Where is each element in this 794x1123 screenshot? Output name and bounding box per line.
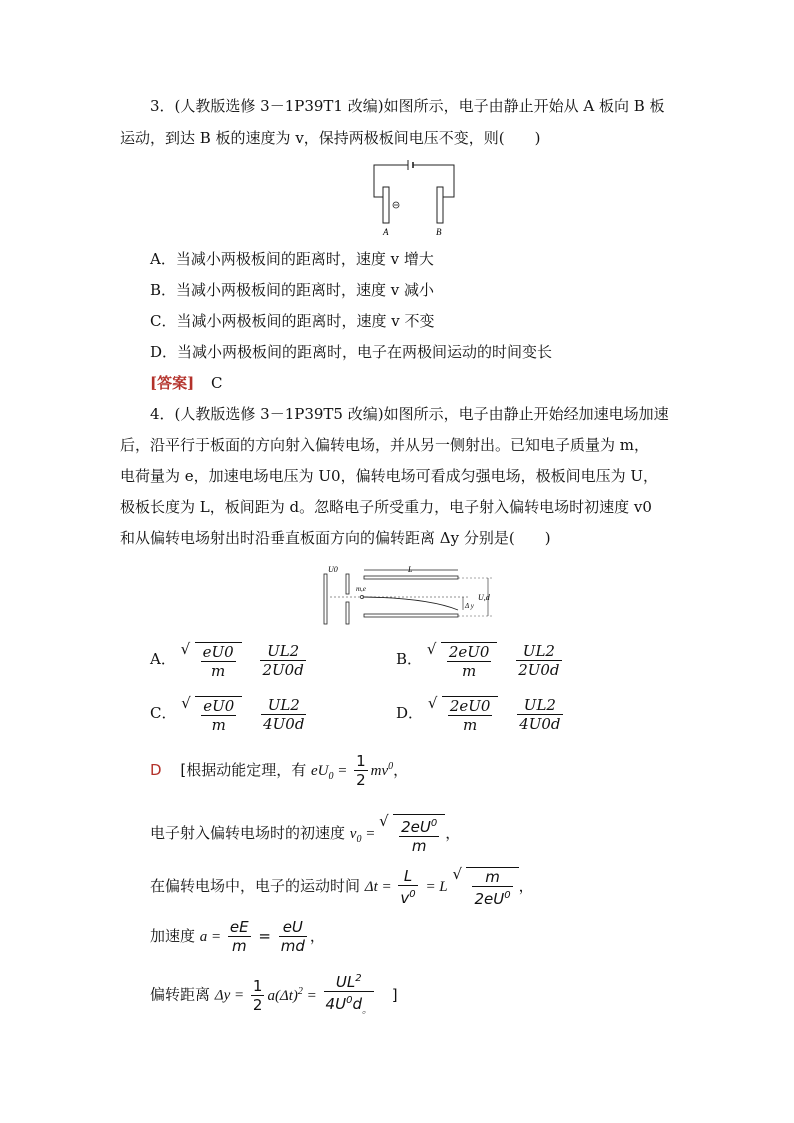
q3-answer (150, 372, 222, 394)
q3-option-c: C．当减小两极板间的距离时，速度 v 不变 (150, 312, 435, 330)
l-label: L (408, 565, 413, 574)
ud-label: U,d (478, 593, 490, 602)
q4-stem-line-5: 和从偏转电场射出时沿垂直板面方向的偏转距离 Δy 分别是( ) (120, 529, 551, 547)
q4-option-a: A． √ $\frac{eU0}{m}$ $\frac{UL2}{2U0d}$ (150, 640, 304, 680)
solution-step-3: 在偏转电场中，电子的运动时间 Δt = $\frac{L}{v^0}$ = L √ $\frac{m}{2eU^0}$ ， (150, 865, 534, 908)
plate-a-label: A (383, 227, 389, 237)
solution-step-4: 加速度 a = $\frac{eE}{m}$ = $\frac{eU}{md}$ ， (150, 918, 325, 955)
solution-step-2: 电子射入偏转电场时的初速度 $v_0$ = √ $\frac{2eU^0}{m}$ ， (150, 812, 461, 855)
q4-option-c: C． √ $\frac{eU0}{m}$ $\frac{UL2}{4U0d}$ (150, 694, 305, 734)
q4-deflection-figure (318, 562, 508, 628)
q4-stem-line-3: 电荷量为 e，加速电场电压为 U0，偏转电场可看成匀强电场，极板间电压为 U， (120, 467, 659, 485)
q4-option-b: B． √ $\frac{2eU0}{m}$ $\frac{UL2}{2U0d}$ (396, 640, 560, 680)
q4-stem-line-4: 极板长度为 L，板间距为 d。忽略电子所受重力，电子射入偏转电场时初速度 v0 (120, 498, 652, 516)
q3-option-d: D．当减小两极板间的距离时，电子在两极间运动的时间变长 (150, 343, 553, 361)
q4-stem-line-1: 4．(人教版选修 3－1P39T5 改编)如图所示，电子由静止开始经加速电场加速 (150, 405, 669, 423)
u0-label: U0 (328, 565, 338, 574)
q4-stem-line-2: 后，沿平行于板面的方向射入偏转电场，并从另一侧射出。已知电子质量为 m， (120, 436, 649, 454)
solution-step-5: 偏转距离 Δy = $\frac{1}{2}$ $a(\Delta t)^2$ = $\frac{UL^2}{4U^0d_。}$ ] (150, 970, 398, 1020)
q4-option-d: D． √ $\frac{2eU0}{m}$ $\frac{UL2}{4U0d}$ (396, 694, 561, 734)
q3-stem-line-2: 运动，到达 B 板的速度为 v，保持两极板间电压不变，则( ) (120, 129, 541, 147)
solution-step-1: D [根据动能定理，有 $eU_0$ = $\frac{1}{2}$ $mv^0$， (150, 752, 409, 789)
q3-capacitor-figure (368, 157, 468, 237)
q3-option-b: B．当减小两极板间的距离时，速度 v 减小 (150, 281, 435, 299)
solution-letter: D (150, 761, 162, 779)
plate-b-label: B (436, 227, 442, 237)
answer-tag: [答案] (150, 374, 195, 392)
me-label: m,e (356, 585, 366, 593)
q3-option-a: A．当减小两极板间的距离时，速度 v 增大 (150, 250, 434, 268)
q3-stem-line-1: 3．(人教版选修 3－1P39T1 改编)如图所示，电子由静止开始从 A 板向 B 板 (150, 97, 665, 115)
dy-label: Δ y (465, 602, 474, 610)
answer-value: C (210, 374, 223, 392)
